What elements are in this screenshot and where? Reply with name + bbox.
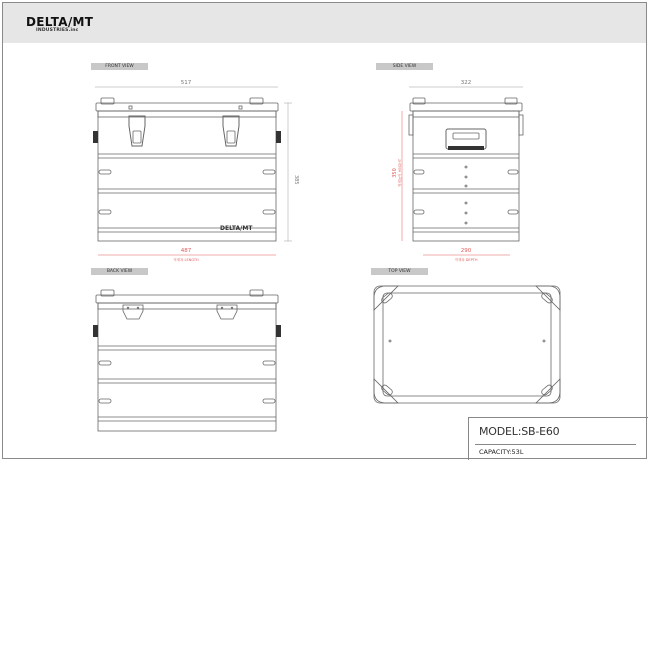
side-height-inner: 350: [392, 168, 398, 178]
front-width-outer: 517: [180, 80, 192, 86]
side-view-label: SIDE VIEW: [376, 63, 433, 70]
brand-logo: DELTA/MT: [26, 15, 94, 29]
side-view-drawing: [402, 87, 523, 255]
back-view-label: BACK VIEW: [91, 268, 148, 275]
front-width-inner: 487: [180, 248, 192, 254]
side-depth-outer: 322: [460, 80, 472, 86]
model-name: MODEL:SB-E60: [479, 425, 560, 438]
front-box-logo: DELTA/MT: [220, 225, 253, 232]
back-view-drawing: [93, 290, 281, 431]
front-width-note: 적재폭 LENGTH: [173, 258, 199, 262]
top-view-label: TOP VIEW: [371, 268, 428, 275]
spec-sheet: [2, 2, 647, 459]
technical-drawings: [3, 3, 648, 460]
model-divider: [475, 444, 636, 445]
brand-subtitle: INDUSTRIES.inc: [36, 28, 79, 33]
front-view-label: FRONT VIEW: [91, 63, 148, 70]
model-capacity: CAPACITY:53L: [479, 448, 524, 456]
front-view-drawing: [93, 87, 292, 255]
side-height-note: 적재높이 HEIGHT: [398, 159, 402, 187]
model-info-box: [468, 417, 648, 460]
top-view-drawing: [374, 286, 560, 403]
front-height: 385: [293, 175, 299, 185]
side-depth-inner: 290: [460, 248, 472, 254]
side-depth-note: 적재폭 DEPTH: [454, 258, 478, 262]
